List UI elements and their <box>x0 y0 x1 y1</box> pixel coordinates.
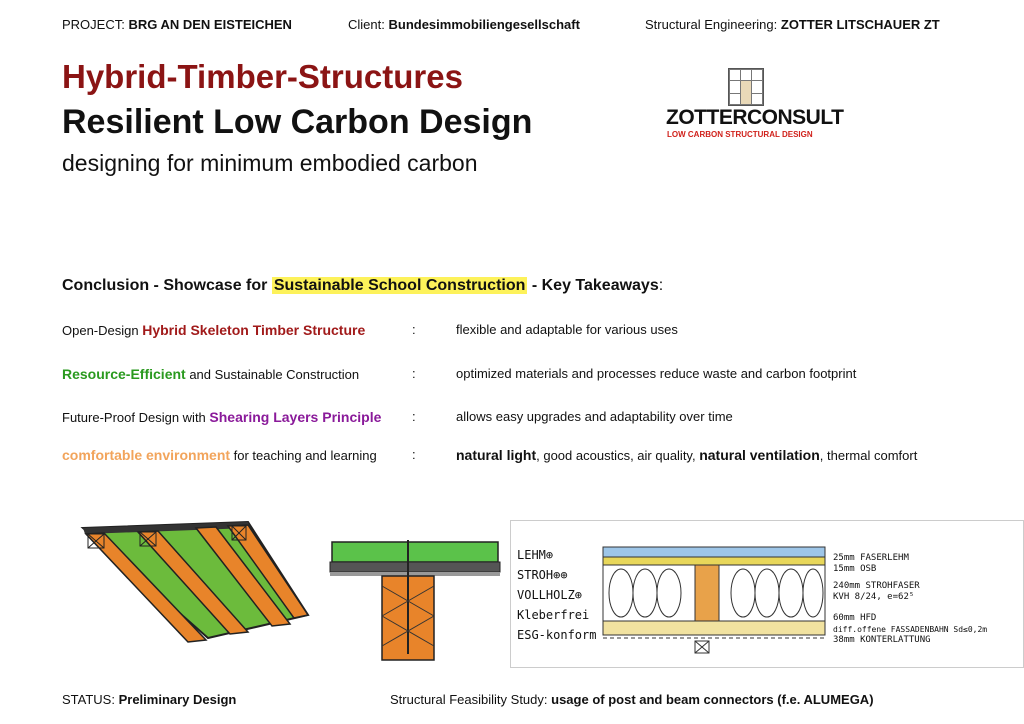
logo-tagline: LOW CARBON STRUCTURAL DESIGN <box>667 130 813 139</box>
takeaway-description: optimized materials and processes reduce waste and carbon footprint <box>456 366 857 381</box>
engineering-value: ZOTTER LITSCHAUER ZT <box>780 17 940 32</box>
project-info <box>62 17 292 32</box>
status-label: STATUS: <box>62 692 115 707</box>
wall-buildup-section <box>510 520 1024 668</box>
label-stroh: STROH⊕⊕ <box>517 568 568 582</box>
natural-light-text: natural light <box>456 447 537 463</box>
client-value: Bundesimmobiliengesellschaft <box>388 17 580 32</box>
material-labels <box>517 545 596 645</box>
takeaway-description: allows easy upgrades and adaptability over time <box>456 409 733 424</box>
conclusion-colon: : <box>658 277 664 294</box>
takeaway-pre: Open-Design <box>62 323 143 338</box>
project-label: PROJECT: <box>62 17 125 32</box>
takeaway-separator: : <box>412 322 416 337</box>
timber-column-connection-sketch <box>326 536 504 664</box>
takeaway-description: natural light, good acoustics, air quality, natural ventilation, thermal comfort <box>456 447 918 463</box>
study-value: usage of post and beam connectors (f.e. ALUMEGA) <box>551 692 874 707</box>
takeaway-row-shearing-layers <box>62 409 962 429</box>
takeaway-row-resource-efficient <box>62 366 962 386</box>
natural-ventilation-text: natural ventilation <box>699 447 820 463</box>
subtitle-embodied-carbon: designing for minimum embodied carbon <box>62 150 478 176</box>
status-value: Preliminary Design <box>118 692 237 707</box>
layer-labels: 25mm FASERLEHM 15mm OSB 240mm STROHFASER KVH 8/24, e=62⁵ 60mm HFD diff.offene FASSADENBAHN Sd≤0,2m 38mm KONTERLATTUNG <box>833 553 988 645</box>
engineering-label: Structural Engineering: <box>645 17 778 32</box>
project-value: BRG AN DEN EISTEICHEN <box>128 17 292 32</box>
timber-slab-beams-sketch <box>78 520 313 655</box>
takeaway-post: for teaching and learning <box>230 448 377 463</box>
takeaway-row-comfortable-environment <box>62 447 962 467</box>
conclusion-prefix: Conclusion - Showcase for <box>62 277 272 294</box>
takeaway-emphasis: Hybrid Skeleton Timber Structure <box>142 322 366 338</box>
title-hybrid-timber: Hybrid-Timber-Structures <box>62 58 463 95</box>
label-vollholz: VOLLHOLZ⊕ <box>517 588 583 602</box>
status-info <box>62 692 236 707</box>
title-low-carbon: Resilient Low Carbon Design <box>62 103 533 141</box>
takeaway-description: flexible and adaptable for various uses <box>456 322 678 337</box>
takeaway-emphasis: Resource-Efficient <box>62 366 186 382</box>
study-label: Structural Feasibility Study: <box>390 692 548 707</box>
conclusion-suffix: - Key Takeaways <box>527 277 659 294</box>
wall-section-drawing <box>599 537 829 659</box>
zotterconsult-logo <box>666 68 844 148</box>
conclusion-highlight: Sustainable School Construction <box>273 277 526 294</box>
label-lehm: LEHM⊕ <box>517 548 554 562</box>
takeaway-emphasis: Shearing Layers Principle <box>209 409 382 425</box>
takeaway-post: and Sustainable Construction <box>185 367 360 382</box>
takeaway-separator: : <box>412 409 416 424</box>
takeaway-pre: Future-Proof Design with <box>62 410 210 425</box>
takeaway-emphasis: comfortable environment <box>62 447 231 463</box>
label-esg: ESG-konform <box>517 628 597 642</box>
takeaway-separator: : <box>412 447 416 462</box>
conclusion-heading <box>62 277 663 295</box>
study-info <box>390 692 874 707</box>
engineering-info <box>645 17 940 32</box>
takeaway-separator: : <box>412 366 416 381</box>
client-label: Client: <box>348 17 385 32</box>
label-kleberfrei: Kleberfrei <box>517 608 590 622</box>
logo-grid-icon <box>728 68 764 106</box>
client-info <box>348 17 580 32</box>
takeaway-row-hybrid-skeleton <box>62 322 962 342</box>
logo-wordmark: ZOTTERCONSULT <box>666 106 844 129</box>
